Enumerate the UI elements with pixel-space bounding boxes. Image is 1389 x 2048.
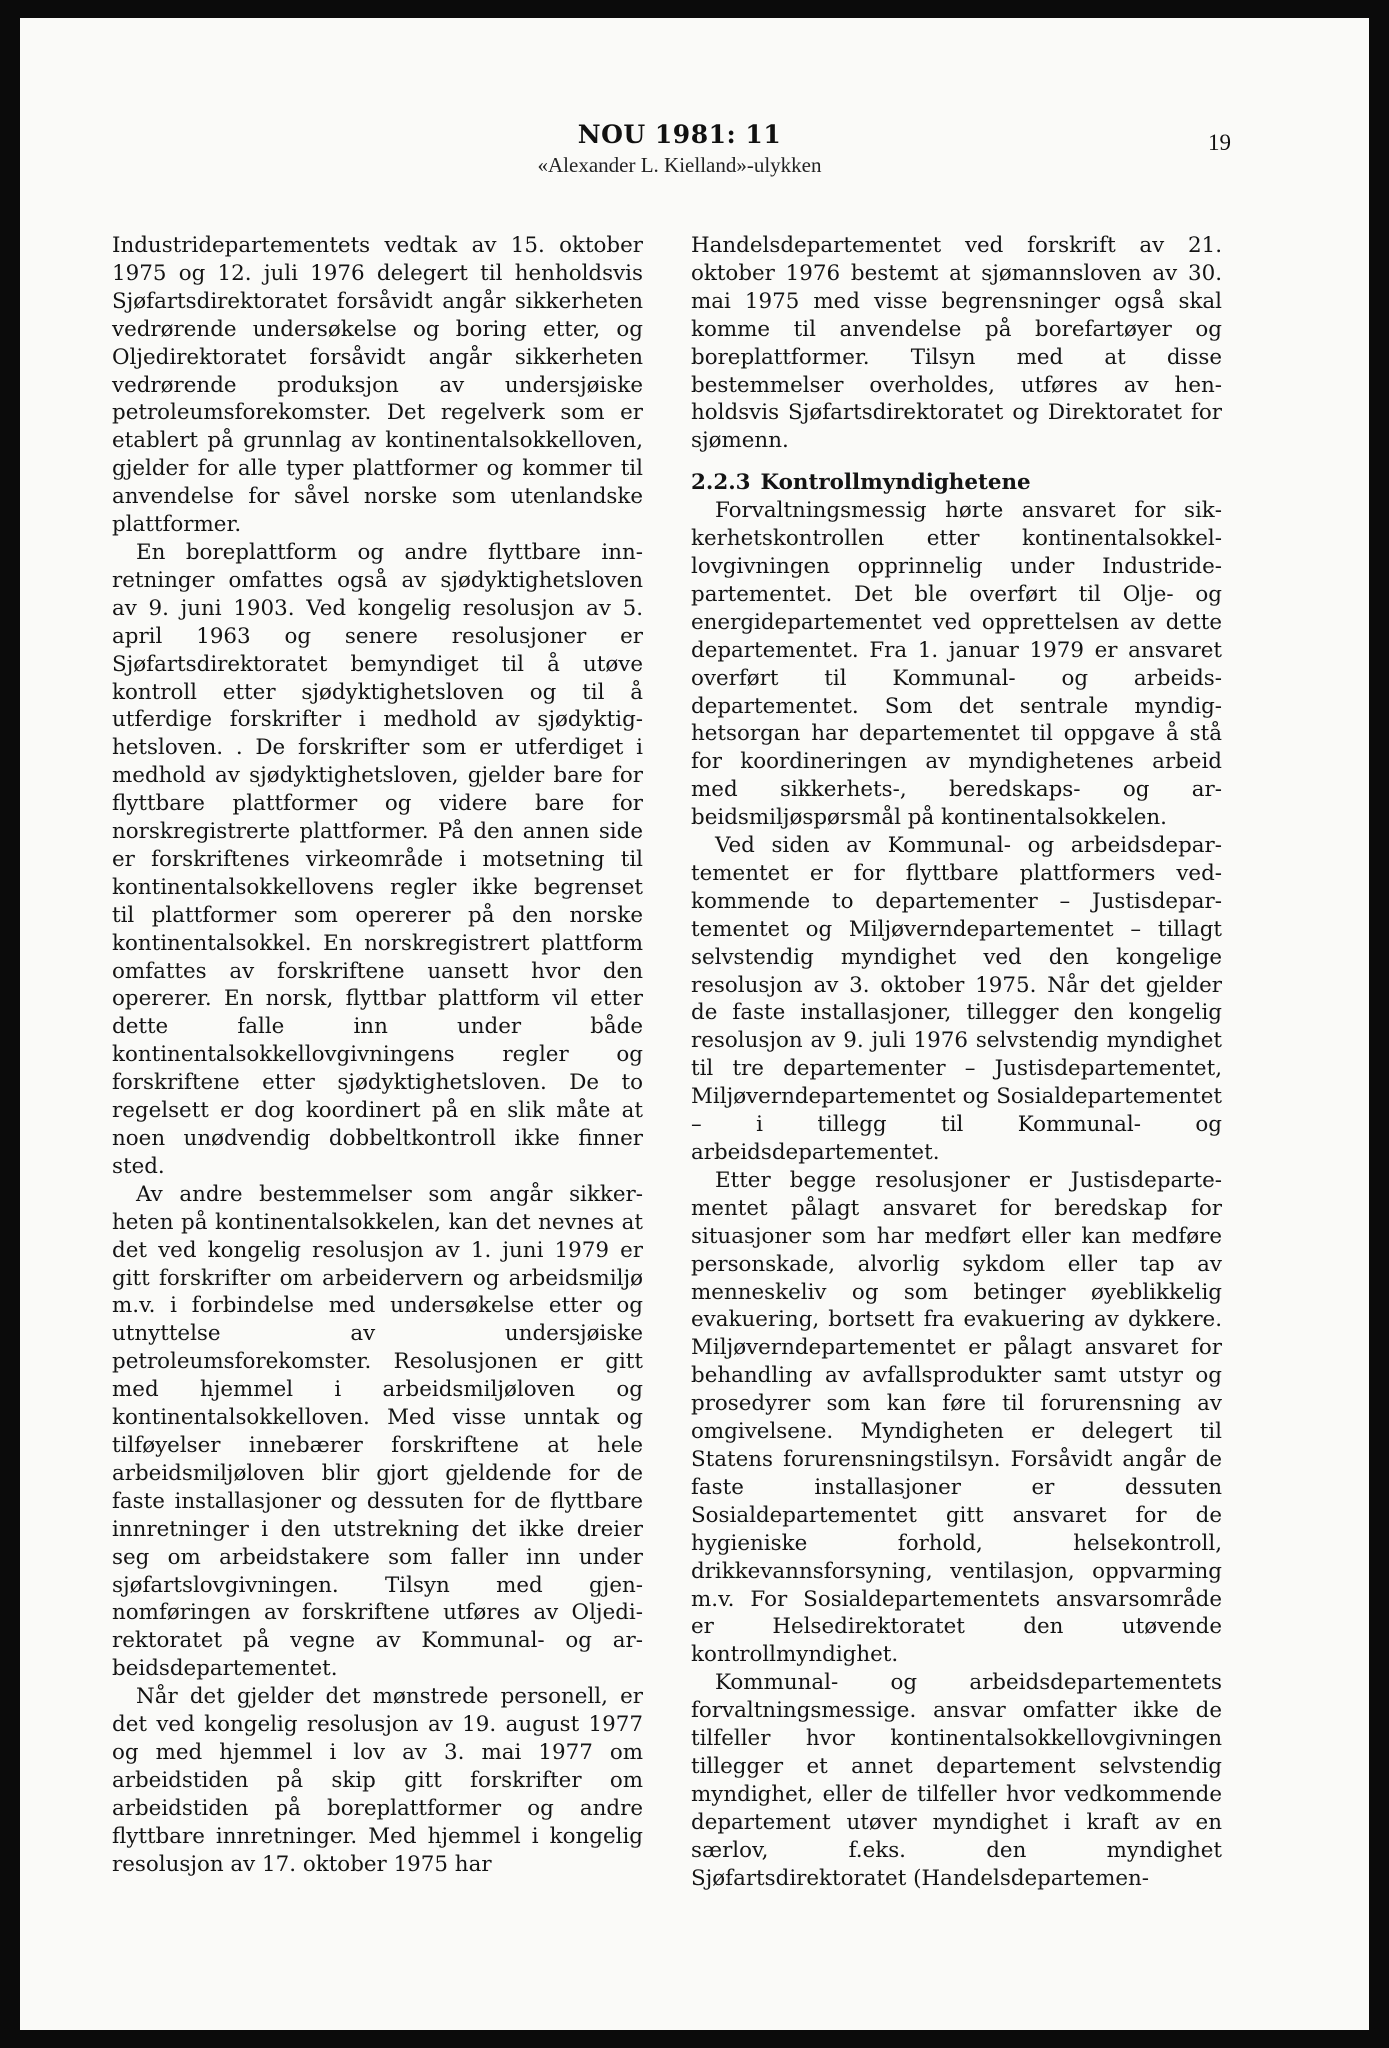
section-title: Kontrollmyndighetene bbox=[760, 470, 1031, 496]
paragraph: Industridepartementets vedtak av 15. oktober 1975 og 12. juli 1976 delegert til henholdsvis Sjøfartsdirektoratet forsåvidt angår sikkerheten vedrørende undersøkelse og boring etter, og Oljedirektoratet forsåvidt angår sikkerheten vedrørende produksjon av undersjøiske petroleumsforekomster. Det regelverk som er etablert på grunnlag av kontinentalsokkelloven, gjelder for alle typer plattformer og kommer til anvendelse for såvel norske som utenlandske plattformer. bbox=[112, 233, 643, 538]
report-title: NOU 1981: 11 bbox=[577, 120, 782, 149]
paragraph: Forvaltningsmessig hørte ansvaret for sikkerhetskontrollen etter kontinentalsokkellovgivningen opprinnelig under Industridepartementet. Det ble overført til Olje- og energidepartementet ved opprettelsen av dette departementet. Fra 1. januar 1979 er ansvaret overført til Kommunal- og arbeidsdepartementet. Som det sentrale myndighetsorgan har departementet til oppgave å stå for koordineringen av myndighetenes arbeid med sikkerhets-, beredskaps- og arbeidsmiljøspørsmål på kontinentalsokkelen. bbox=[691, 498, 1222, 831]
report-subtitle: «Alexander L. Kielland»-ulykken bbox=[537, 153, 822, 177]
document-page bbox=[20, 18, 1369, 2030]
paragraph: En boreplattform og andre flyttbare innretninger omfattes også av sjødyktighetsloven av 9. juni 1903. Ved kongelig resolusjon av 5. april 1963 og senere resolusjoner er Sjøfartsdirektoratet bemyndiget til å utøve kontroll etter sjødyktighetsloven og til å utferdige forskrifter i medhold av sjødyktighetsloven. . De forskrifter som er utferdiget i medhold av sjødyktighetsloven, gjelder bare for flyttbare plattformer og videre bare for norskregistrerte plattformer. På den annen side er forskriftenes virkeområde i motsetning til kontinentalsokkellovens regler ikke begrenset til plattformer som opererer på den norske kontinentalsokkel. En norskregistrert plattform omfattes av forskriftene uansett hvor den opererer. En norsk, flyttbar plattform vil etter dette falle inn under både kontinentalsokkellovgivningens regler og forskriftene etter sjødyktighetsloven. De to regelsett er dog koordinert på en slik måte at noen unødvendig dobbeltkontroll ikke finner sted. bbox=[112, 539, 643, 1179]
paragraph: Handelsdepartementet ved forskrift av 21. oktober 1976 bestemt at sjømannsloven av 30. mai 1975 med visse begrensninger også skal komme til anvendelse på borefartøyer og boreplattformer. Tilsyn med at disse bestemmelser overholdes, utføres av henholdsvis Sjøfartsdirektoratet og Direktoratet for sjømenn. bbox=[691, 233, 1222, 454]
paragraph: Etter begge resolusjoner er Justisdepartementet pålagt ansvaret for beredskap for situasjoner som har medført eller kan medføre personskade, alvorlig sykdom eller tap av menneskeliv og som betinger øyeblikkelig evakuering, bortsett fra evakuering av dykkere. Miljøverndepartementet er pålagt ansvaret for behandling av avfallsprodukter samt utstyr og prosedyrer som kan føre til forurensning av omgivelsene. Myndigheten er delegert til Statens forurensningstilsyn. Forsåvidt angår de faste installasjoner er dessuten Sosialdepartementet gitt ansvaret for de hygieniske forhold, helsekontroll, drikkevannsforsyning, ventilasjon, oppvarming m.v. For Sosialdepartementets ansvarsområde er Helsedirektoratet den utøvende kontrollmyndighet. bbox=[691, 1167, 1222, 1668]
section-heading bbox=[691, 469, 1222, 497]
paragraph: Kommunal- og arbeidsdepartementets forvaltningsmessige. ansvar omfatter ikke de tilfeller hvor kontinentalsokkellovgivningen tillegger et annet departement selvstendig myndighet, eller de tilfeller hvor vedkommende departement utøver myndighet i kraft av en særlov, f.eks. den myndighet Sjøfartsdirektoratet (Handelsdepartemen- bbox=[691, 1670, 1222, 1891]
paragraph: Av andre bestemmelser som angår sikkerheten på kontinentalsokkelen, kan det nevnes at det ved kongelig resolusjon av 1. juni 1979 er gitt forskrifter om arbeidervern og arbeidsmiljø m.v. i forbindelse med undersøkelse etter og utnyttelse av undersjøiske petroleumsforekomster. Resolusjonen er gitt med hjemmel i arbeidsmiljøloven og kontinentalsokkelloven. Med visse unntak og tilføyelser innebærer forskriftene at hele arbeidsmiljøloven blir gjort gjeldende for de faste installasjoner og dessuten for de flyttbare innretninger i den utstrekning det ikke dreier seg om arbeidstakere som faller inn under sjøfartslovgivningen. Tilsyn med gjennomføringen av forskriftene utføres av Oljedirektoratet på vegne av Kommunal- og arbeidsdepartementet. bbox=[112, 1181, 643, 1682]
page-number: 19 bbox=[1208, 130, 1231, 155]
running-header bbox=[20, 120, 1369, 178]
paragraph: Ved siden av Kommunal- og arbeidsdepartementet er for flyttbare plattformers vedkommende to departementer – Justisdepartementet og Miljøverndepartementet – tillagt selvstendig myndighet ved den kongelige resolusjon av 3. oktober 1975. Når det gjelder de faste installasjoner, tillegger den kongelig resolusjon av 9. juli 1976 selvstendig myndighet til tre departementer – Justisdepartementet, Miljøverndepartementet og Sosialdepartementet – i tillegg til Kommunal- og arbeidsdepartementet. bbox=[691, 833, 1222, 1165]
paragraph: Når det gjelder det mønstrede personell, er det ved kongelig resolusjon av 19. august 1977 og med hjemmel i lov av 3. mai 1977 om arbeidstiden på skip gitt forskrifter om arbeidstiden på boreplattformer og andre flyttbare innretninger. Med hjemmel i kongelig resolusjon av 17. oktober 1975 har bbox=[112, 1684, 643, 1877]
right-column bbox=[691, 232, 1222, 1892]
left-column bbox=[112, 232, 643, 1878]
section-number: 2.2.3 bbox=[691, 470, 751, 496]
